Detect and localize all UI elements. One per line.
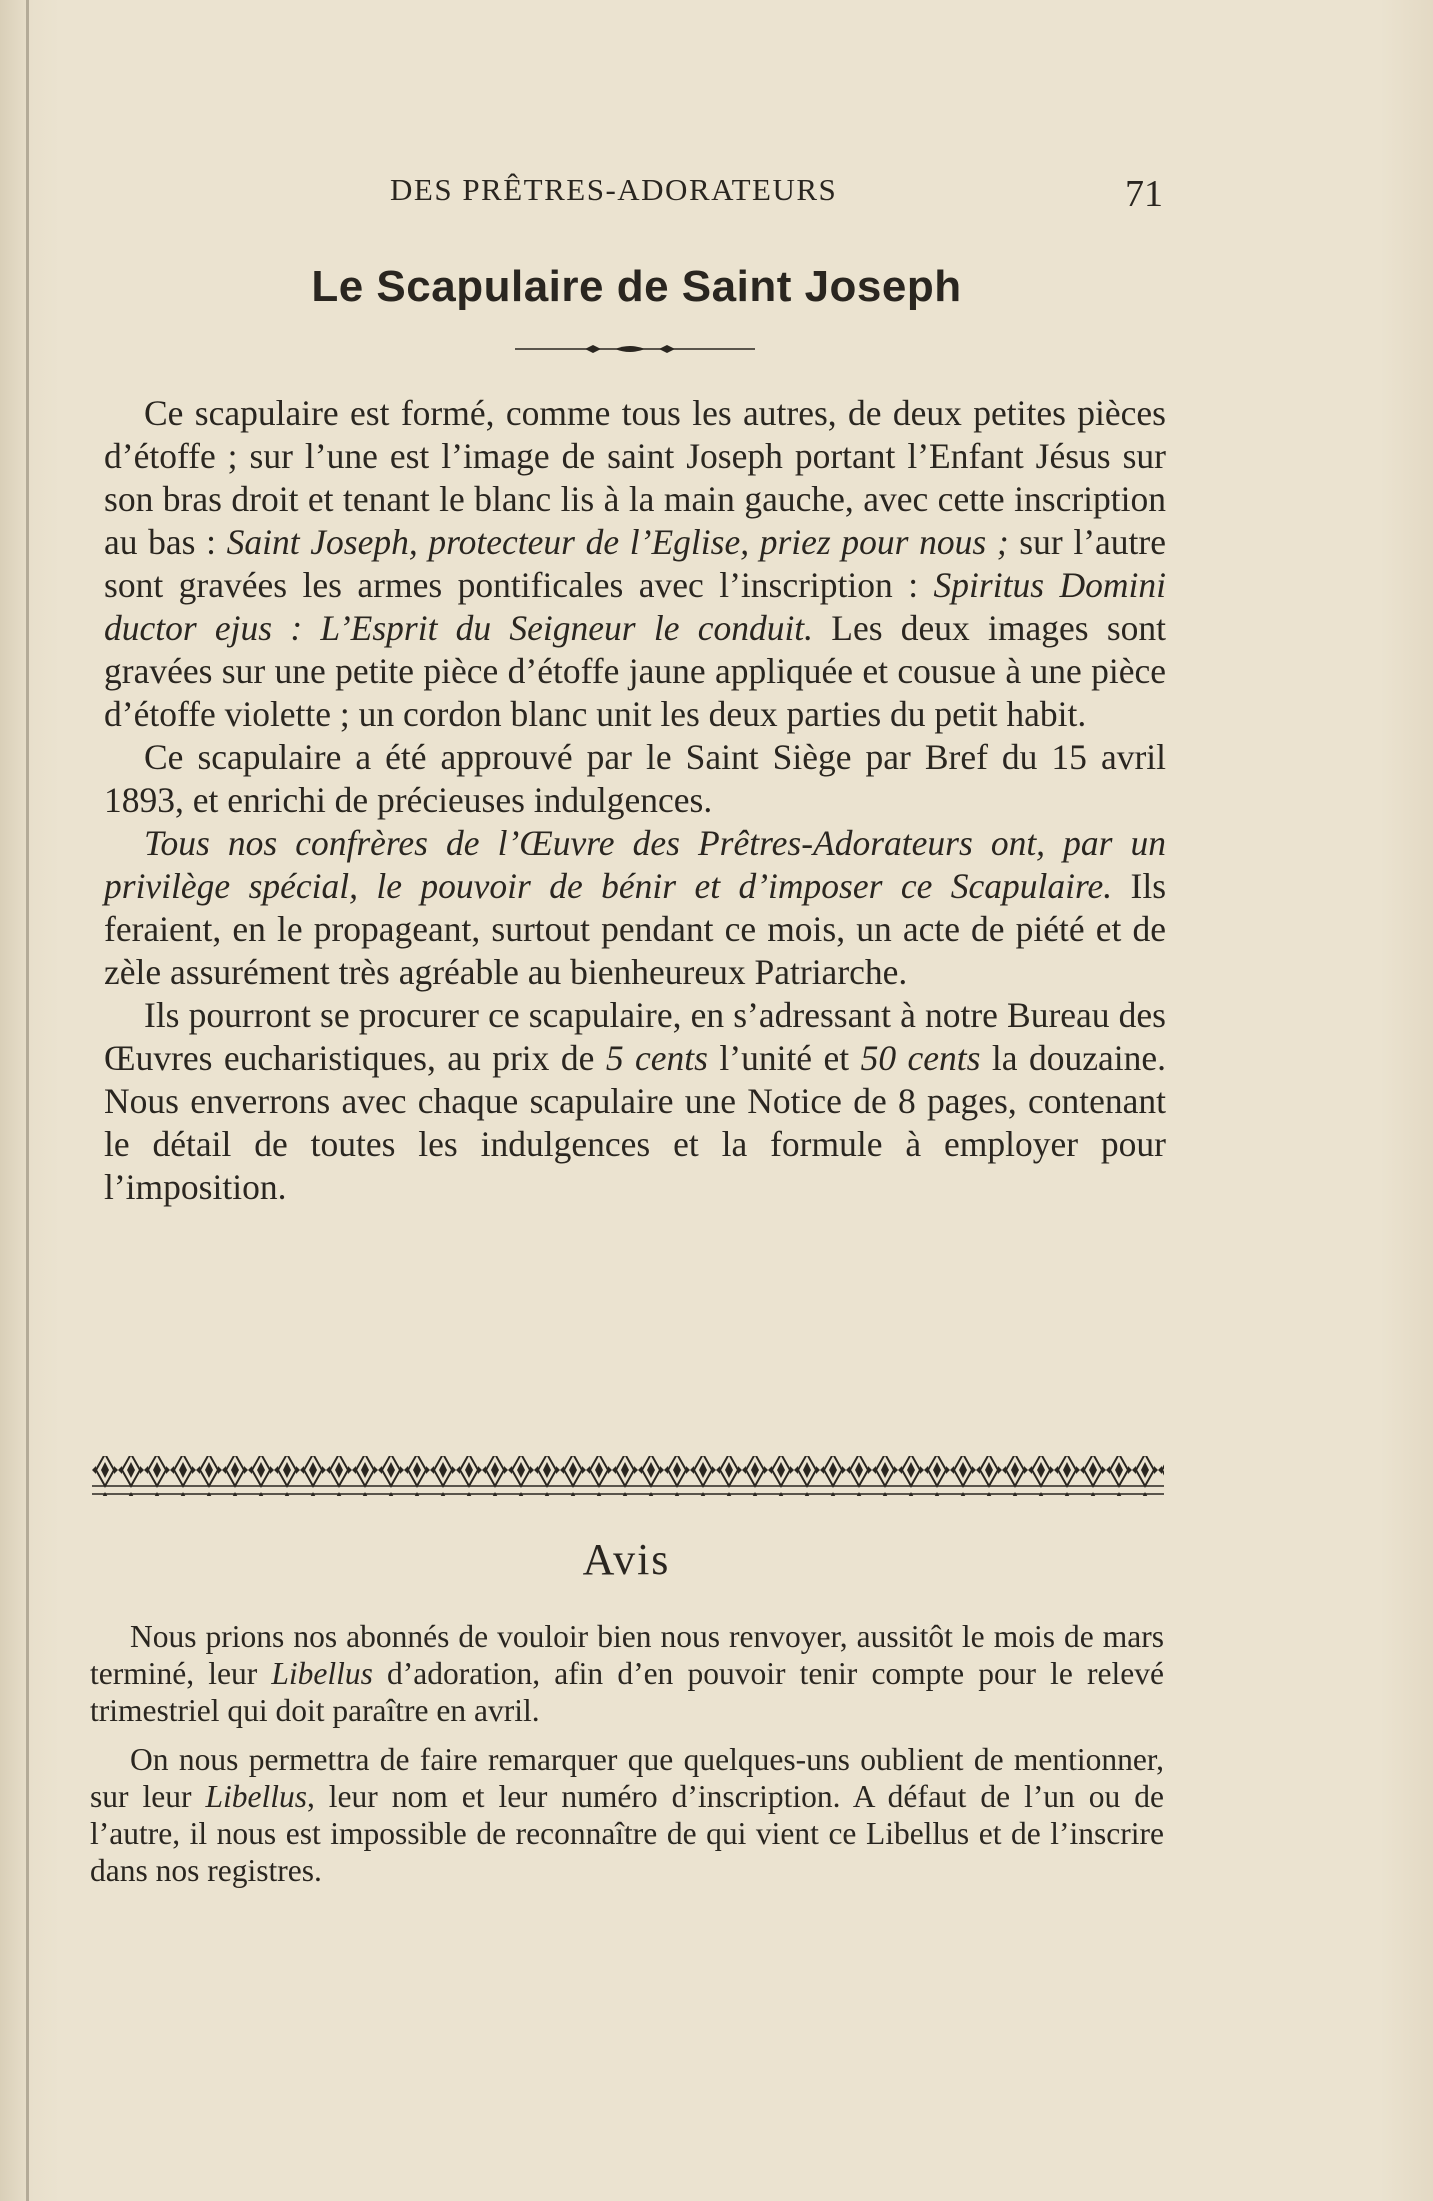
article-paragraph: Ce scapulaire a été approuvé par le Saint Siège par Bref du 15 avril 1893, et enrichi de précieuses indulgences. — [104, 737, 1166, 820]
binding-edge — [26, 0, 29, 2201]
notice-title: Avis — [582, 1535, 671, 1584]
ornamental-border — [92, 1450, 1164, 1502]
notice-body — [90, 1618, 1164, 1901]
notice-paragraph: On nous permettra de faire remarquer que quelques-uns oublient de mentionner, sur leur Libellus, leur nom et leur numéro d’inscription. A défaut de l’un ou de l’autre, il nous est impossible de reconnaître de qui vient ce Libellus et de l’inscrire dans nos registres. — [90, 1742, 1164, 1888]
article-paragraph: Ils pourront se procurer ce scapulaire, en s’adressant à notre Bureau des Œuvres eucharistiques, au prix de 5 cents l’unité et 50 cents la douzaine. Nous enverrons avec chaque scapulaire une Notice de 8 pages, contenant le détail de toutes les indulgences et la formule à employer pour l’imposition. — [104, 995, 1166, 1207]
article-body — [104, 392, 1166, 1209]
article-title: Le Scapulaire de Saint Joseph — [311, 262, 962, 311]
title-divider — [515, 339, 755, 359]
running-head: DES PRÊTRES-ADORATEURS — [390, 172, 838, 207]
article-paragraph: Ce scapulaire est formé, comme tous les autres, de deux petites pièces d’étoffe ; sur l’une est l’image de saint Joseph portant l’Enfant Jésus sur son bras droit et tenant le blanc lis à la main gauche, avec cette inscription au bas : Saint Joseph, protecteur de l’Eglise, priez pour nous ; sur l’autre sont gravées les armes pontificales avec l’inscription : Spiritus Domini ductor ejus : L’Esprit du Seigneur le conduit. Les deux images sont gravées sur une petite pièce d’étoffe jaune appliquée et cousue à une pièce d’étoffe violette ; un cordon blanc unit les deux parties du petit habit. — [104, 393, 1167, 734]
article-paragraph: Tous nos confrères de l’Œuvre des Prêtres-Adorateurs ont, par un privilège spécial, le pouvoir de bénir et d’imposer ce Scapulaire. Ils feraient, en le propageant, surtout pendant ce mois, un acte de piété et de zèle assurément très agréable au bienheureux Patriarche. — [104, 823, 1167, 992]
notice-paragraph: Nous prions nos abonnés de vouloir bien nous renvoyer, aussitôt le mois de mars terminé, leur Libellus d’adoration, afin d’en pouvoir tenir compte pour le relevé trimestriel qui doit paraître en avril. — [90, 1619, 1164, 1728]
page-number: 71 — [1125, 173, 1163, 215]
